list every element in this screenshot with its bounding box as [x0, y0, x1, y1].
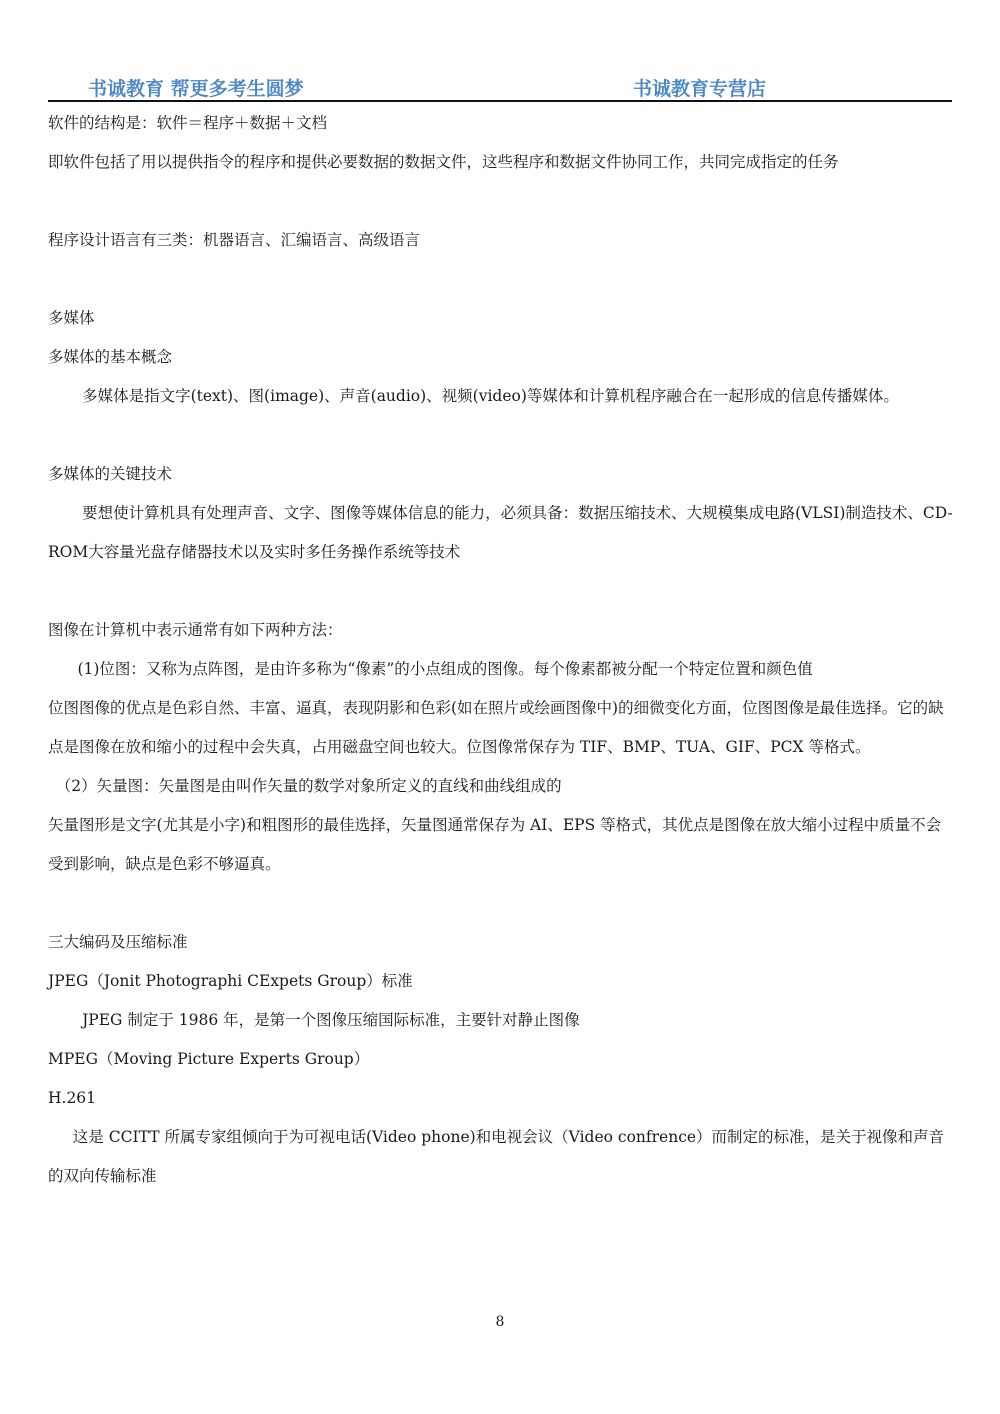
bitmap-definition: (1)位图：又称为点阵图，是由许多称为“像素”的小点组成的图像。每个像素都被分配一个特定位置和颜色值	[77, 660, 813, 678]
mpeg-title: MPEG（Moving Picture Experts Group）	[48, 1050, 370, 1068]
jpeg-description: JPEG 制定于 1986 年，是第一个图像压缩国际标准，主要针对静止图像	[82, 1011, 580, 1029]
page-number: 8	[495, 1314, 505, 1330]
multimedia-concept-paragraph: 多媒体是指文字(text)、图(image)、声音(audio)、视频(video)等媒体和计算机程序融合在一起形成的信息传播媒体。	[82, 387, 899, 405]
bitmap-details: 位图图像的优点是色彩自然、丰富、逼真，表现阴影和色彩(如在照片或绘画图像中)的细微变化方面，位图图像是最佳选择。它的缺点是图像在放和缩小的过程中会失真，占用磁盘空间也较大。位图像常保存为 TIF、BMP、TUA、GIF、PCX 等格式。	[48, 699, 944, 756]
multimedia-tech-heading: 多媒体的关键技术	[48, 465, 173, 483]
software-description: 即软件包括了用以提供指令的程序和提供必要数据的数据文件，这些程序和数据文件协同工作，共同完成指定的任务	[48, 153, 839, 171]
page-header	[48, 70, 952, 102]
document-body	[48, 104, 954, 1196]
vector-details: 矢量图形是文字(尤其是小字)和粗图形的最佳选择，矢量图通常保存为 AI、EPS 等格式，其优点是图像在放大缩小过程中质量不会受到影响，缺点是色彩不够逼真。	[48, 816, 942, 873]
jpeg-title: JPEG（Jonit Photographi CExpets Group）标准	[48, 972, 413, 990]
programming-languages-line: 程序设计语言有三类：机器语言、汇编语言、高级语言	[48, 231, 421, 249]
vector-definition: （2）矢量图：矢量图是由叫作矢量的数学对象所定义的直线和曲线组成的	[55, 777, 562, 795]
multimedia-concept-heading: 多媒体的基本概念	[48, 348, 173, 366]
h261-description: 这是 CCITT 所属专家组倾向于为可视电话(Video phone)和电视会议（Video confrence）而制定的标准，是关于视像和声音的双向传输标准	[48, 1128, 945, 1185]
image-methods-intro: 图像在计算机中表示通常有如下两种方法：	[48, 621, 343, 639]
h261-title: H.261	[48, 1089, 97, 1107]
header-right-text: 书诚教育专营店	[633, 78, 767, 100]
multimedia-tech-paragraph: 要想使计算机具有处理声音、文字、图像等媒体信息的能力，必须具备：数据压缩技术、大规模集成电路(VLSI)制造技术、CD-ROM大容量光盘存储器技术以及实时多任务操作系统等技术	[48, 504, 953, 561]
standards-heading: 三大编码及压缩标准	[48, 933, 188, 951]
header-left-text: 书诚教育 帮更多考生圆梦	[88, 78, 304, 100]
software-structure-line: 软件的结构是：软件＝程序＋数据＋文档	[48, 114, 328, 132]
multimedia-heading: 多媒体	[48, 309, 95, 327]
